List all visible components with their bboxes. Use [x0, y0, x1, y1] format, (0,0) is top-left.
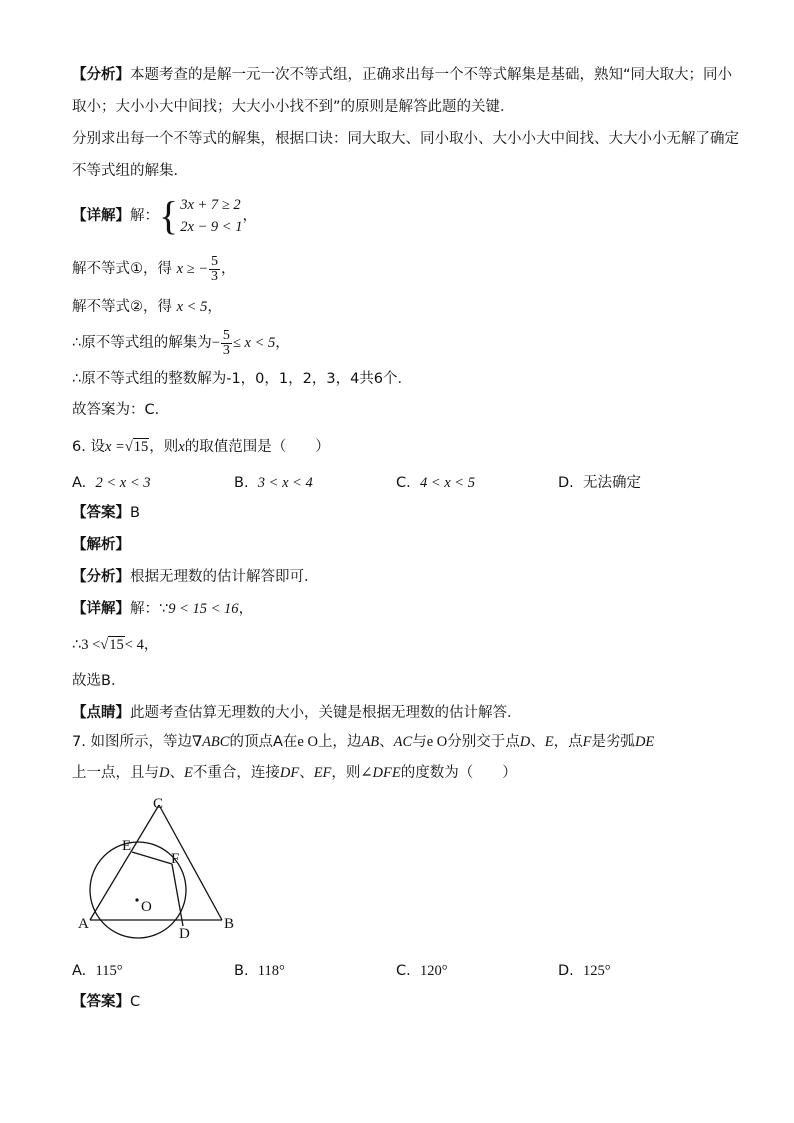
option-text: 无法确定: [583, 475, 641, 491]
analysis-tag: 【解析】: [72, 537, 130, 553]
q7-circle-1: e O: [297, 734, 318, 750]
q7-d-2: D: [159, 765, 170, 781]
q7-e: E: [544, 734, 554, 750]
system-suffix: ，: [242, 208, 257, 224]
inequality-2: 2x − 9 < 1: [180, 219, 243, 235]
option-text: 4 < x < 5: [419, 475, 475, 491]
q6-analysis-tag: [72, 534, 732, 556]
detail-tag: 【详解】: [72, 208, 130, 224]
q7-sep-4: 、: [299, 765, 314, 781]
q7-ef: EF: [313, 765, 332, 781]
q7-text-e: 分别交于点: [447, 734, 520, 750]
option-letter: B.: [234, 963, 249, 979]
step3-text: ∴原不等式组的解集为: [72, 335, 212, 351]
analysis-line-2: 取小；大小小大中间找；大大小小找不到”的原则是解答此题的关键．: [72, 99, 515, 115]
q7-text-2b: 不重合，连接: [192, 765, 280, 781]
option-letter: A.: [72, 963, 87, 979]
q7-triangle: ∇ABC: [191, 734, 230, 750]
inequality-system: [180, 194, 242, 238]
label-o: O: [141, 899, 152, 915]
q7-sep-3: 、: [169, 765, 184, 781]
label-f: F: [171, 851, 180, 867]
option-text: 115°: [95, 963, 123, 979]
label-e: E: [122, 838, 132, 854]
q6-number: 6. 设: [72, 439, 105, 455]
sqrt-15: √15: [124, 439, 149, 455]
therefore-symbol: ∴: [72, 637, 82, 653]
q6-comment: [72, 702, 732, 724]
q7-answer: [72, 991, 732, 1013]
option-letter: D.: [558, 475, 574, 491]
q6-option-d: [558, 472, 641, 494]
q7-text-d: 与: [412, 734, 427, 750]
therefore-right: < 4: [124, 637, 144, 653]
analysis-line-4: 不等式组的解集．: [72, 163, 188, 179]
q7-text-2d: 的度数为（ ）: [400, 765, 517, 781]
q6-mid: ，则: [149, 439, 179, 455]
q7-option-c: [396, 960, 448, 982]
q7-option-b: [234, 960, 285, 982]
q6-var: x =: [104, 439, 125, 455]
step2-text: 解不等式②，得: [72, 299, 172, 315]
analysis-text-1: 本题考查的是解一元一次不等式组，正确求出每一个不等式解集是基础，熟知“同大取大；同小: [130, 67, 733, 83]
q7-e-2: E: [183, 765, 193, 781]
denominator: 3: [211, 268, 219, 284]
q7-de: DE: [634, 734, 655, 750]
geometry-figure: [70, 792, 250, 942]
q7-text-f: ，点: [553, 734, 583, 750]
numerator: 5: [222, 327, 230, 343]
q7-text-g: 是劣弧: [591, 734, 635, 750]
q6-option-a: [72, 472, 151, 494]
step3-sign: −: [211, 335, 220, 351]
comment-tag: 【点睛】: [72, 705, 130, 721]
segment-ef: [132, 852, 172, 864]
detail-system-line: [72, 194, 732, 238]
detail-math: 9 < 15 < 16: [168, 601, 239, 617]
step1-suffix: ，: [221, 261, 236, 277]
option-letter: C.: [396, 475, 411, 491]
label-b: B: [224, 916, 235, 932]
detail-step-1: [72, 252, 732, 286]
therefore-left: 3 <: [81, 637, 101, 653]
option-text: 125°: [583, 963, 611, 979]
detail-step-4: ∴原不等式组的整数解为-1，0，1，2，3，4共6个．: [72, 371, 413, 387]
question-7-stem-line-1: [72, 731, 732, 753]
question-7-stem-line-2: [72, 762, 732, 784]
q6-suffix: 的取值范围是（ ）: [184, 439, 330, 455]
q6-fenxi: [72, 566, 732, 588]
detail-step-3: [72, 326, 732, 360]
q7-text-a: 7. 如图所示，等边: [72, 734, 192, 750]
option-text: 120°: [419, 963, 448, 979]
q6-answer: [72, 502, 732, 524]
numerator: 5: [211, 253, 219, 269]
q7-option-d: [558, 960, 611, 982]
option-text: 2 < x < 3: [95, 475, 151, 491]
analysis-line-3: 分别求出每一个不等式的解集，根据口诀：同大取大、同小取小、大小小大中间找、大大小小无解了确定: [72, 131, 739, 147]
label-c: C: [153, 796, 164, 812]
answer-tag: 【答案】: [72, 994, 130, 1010]
inequality-1: 3x + 7 ≥ 2: [180, 197, 241, 213]
answer-value: C: [130, 994, 141, 1010]
q6-option-b: [234, 472, 313, 494]
detail-tag: 【详解】: [72, 601, 130, 617]
therefore-suffix: ，: [143, 637, 159, 653]
denominator: 3: [222, 342, 230, 358]
radicand: 15: [109, 637, 124, 653]
step3-math: ≤ x < 5: [232, 335, 276, 351]
detail-suffix: ，: [238, 601, 254, 617]
left-brace: {: [159, 193, 179, 238]
answer-value: B: [130, 505, 140, 521]
step1-text: 解不等式①，得: [72, 261, 172, 277]
comment-text: 此题考查估算无理数的大小，关键是根据无理数的估计解答．: [130, 705, 522, 721]
option-text: 3 < x < 4: [257, 475, 313, 491]
fenxi-tag: 【分析】: [72, 569, 130, 585]
q7-option-a: [72, 960, 123, 982]
q7-angle: ∠DFE: [360, 765, 401, 781]
detail-conclusion: 故答案为：C．: [72, 402, 170, 418]
q7-text-c: 上，边: [317, 734, 362, 750]
radicand: 15: [133, 439, 149, 455]
analysis-line-1: [72, 64, 732, 86]
q6-therefore: [72, 634, 732, 656]
q7-f: F: [582, 734, 592, 750]
q7-d: D: [519, 734, 531, 750]
option-text: 118°: [257, 963, 285, 979]
answer-tag: 【答案】: [72, 505, 130, 521]
q7-ac: AC: [393, 734, 413, 750]
q7-sep: 、: [379, 734, 394, 750]
q6-detail: [72, 598, 732, 620]
analysis-tag: 【分析】: [72, 67, 130, 83]
detail-prefix: 解：: [130, 208, 159, 224]
step3-suffix: ，: [275, 335, 290, 351]
fraction-5-3-b: [221, 329, 232, 358]
label-a: A: [78, 916, 89, 932]
q6-option-c: [396, 472, 475, 494]
option-letter: D.: [558, 963, 574, 979]
detail-prefix: 解：∵: [130, 601, 169, 617]
q7-circle-2: e O: [426, 734, 448, 750]
label-d: D: [179, 926, 190, 942]
fenxi-text: 根据无理数的估计解答即可．: [130, 569, 319, 585]
center-o-dot: [135, 898, 138, 901]
question-6-stem: [72, 436, 732, 458]
q7-text-2c: ，则: [331, 765, 361, 781]
q6-choose: 故选B．: [72, 673, 126, 689]
detail-step-2: [72, 296, 732, 318]
sqrt-15-b: √15: [100, 637, 124, 653]
step2-suffix: ，: [207, 299, 222, 315]
q6-var2: x: [178, 439, 185, 455]
q7-text-b: 的顶点A在: [229, 734, 298, 750]
q7-text-2a: 上一点，且与: [72, 765, 159, 781]
fraction-5-3: [209, 255, 220, 284]
q7-ab: AB: [361, 734, 380, 750]
q7-df: DF: [279, 765, 300, 781]
option-letter: B.: [234, 475, 249, 491]
step2-math: x < 5: [176, 299, 208, 315]
q7-sep-2: 、: [530, 734, 545, 750]
step1-math: x ≥ −: [176, 261, 209, 277]
option-letter: A.: [72, 475, 87, 491]
option-letter: C.: [396, 963, 411, 979]
